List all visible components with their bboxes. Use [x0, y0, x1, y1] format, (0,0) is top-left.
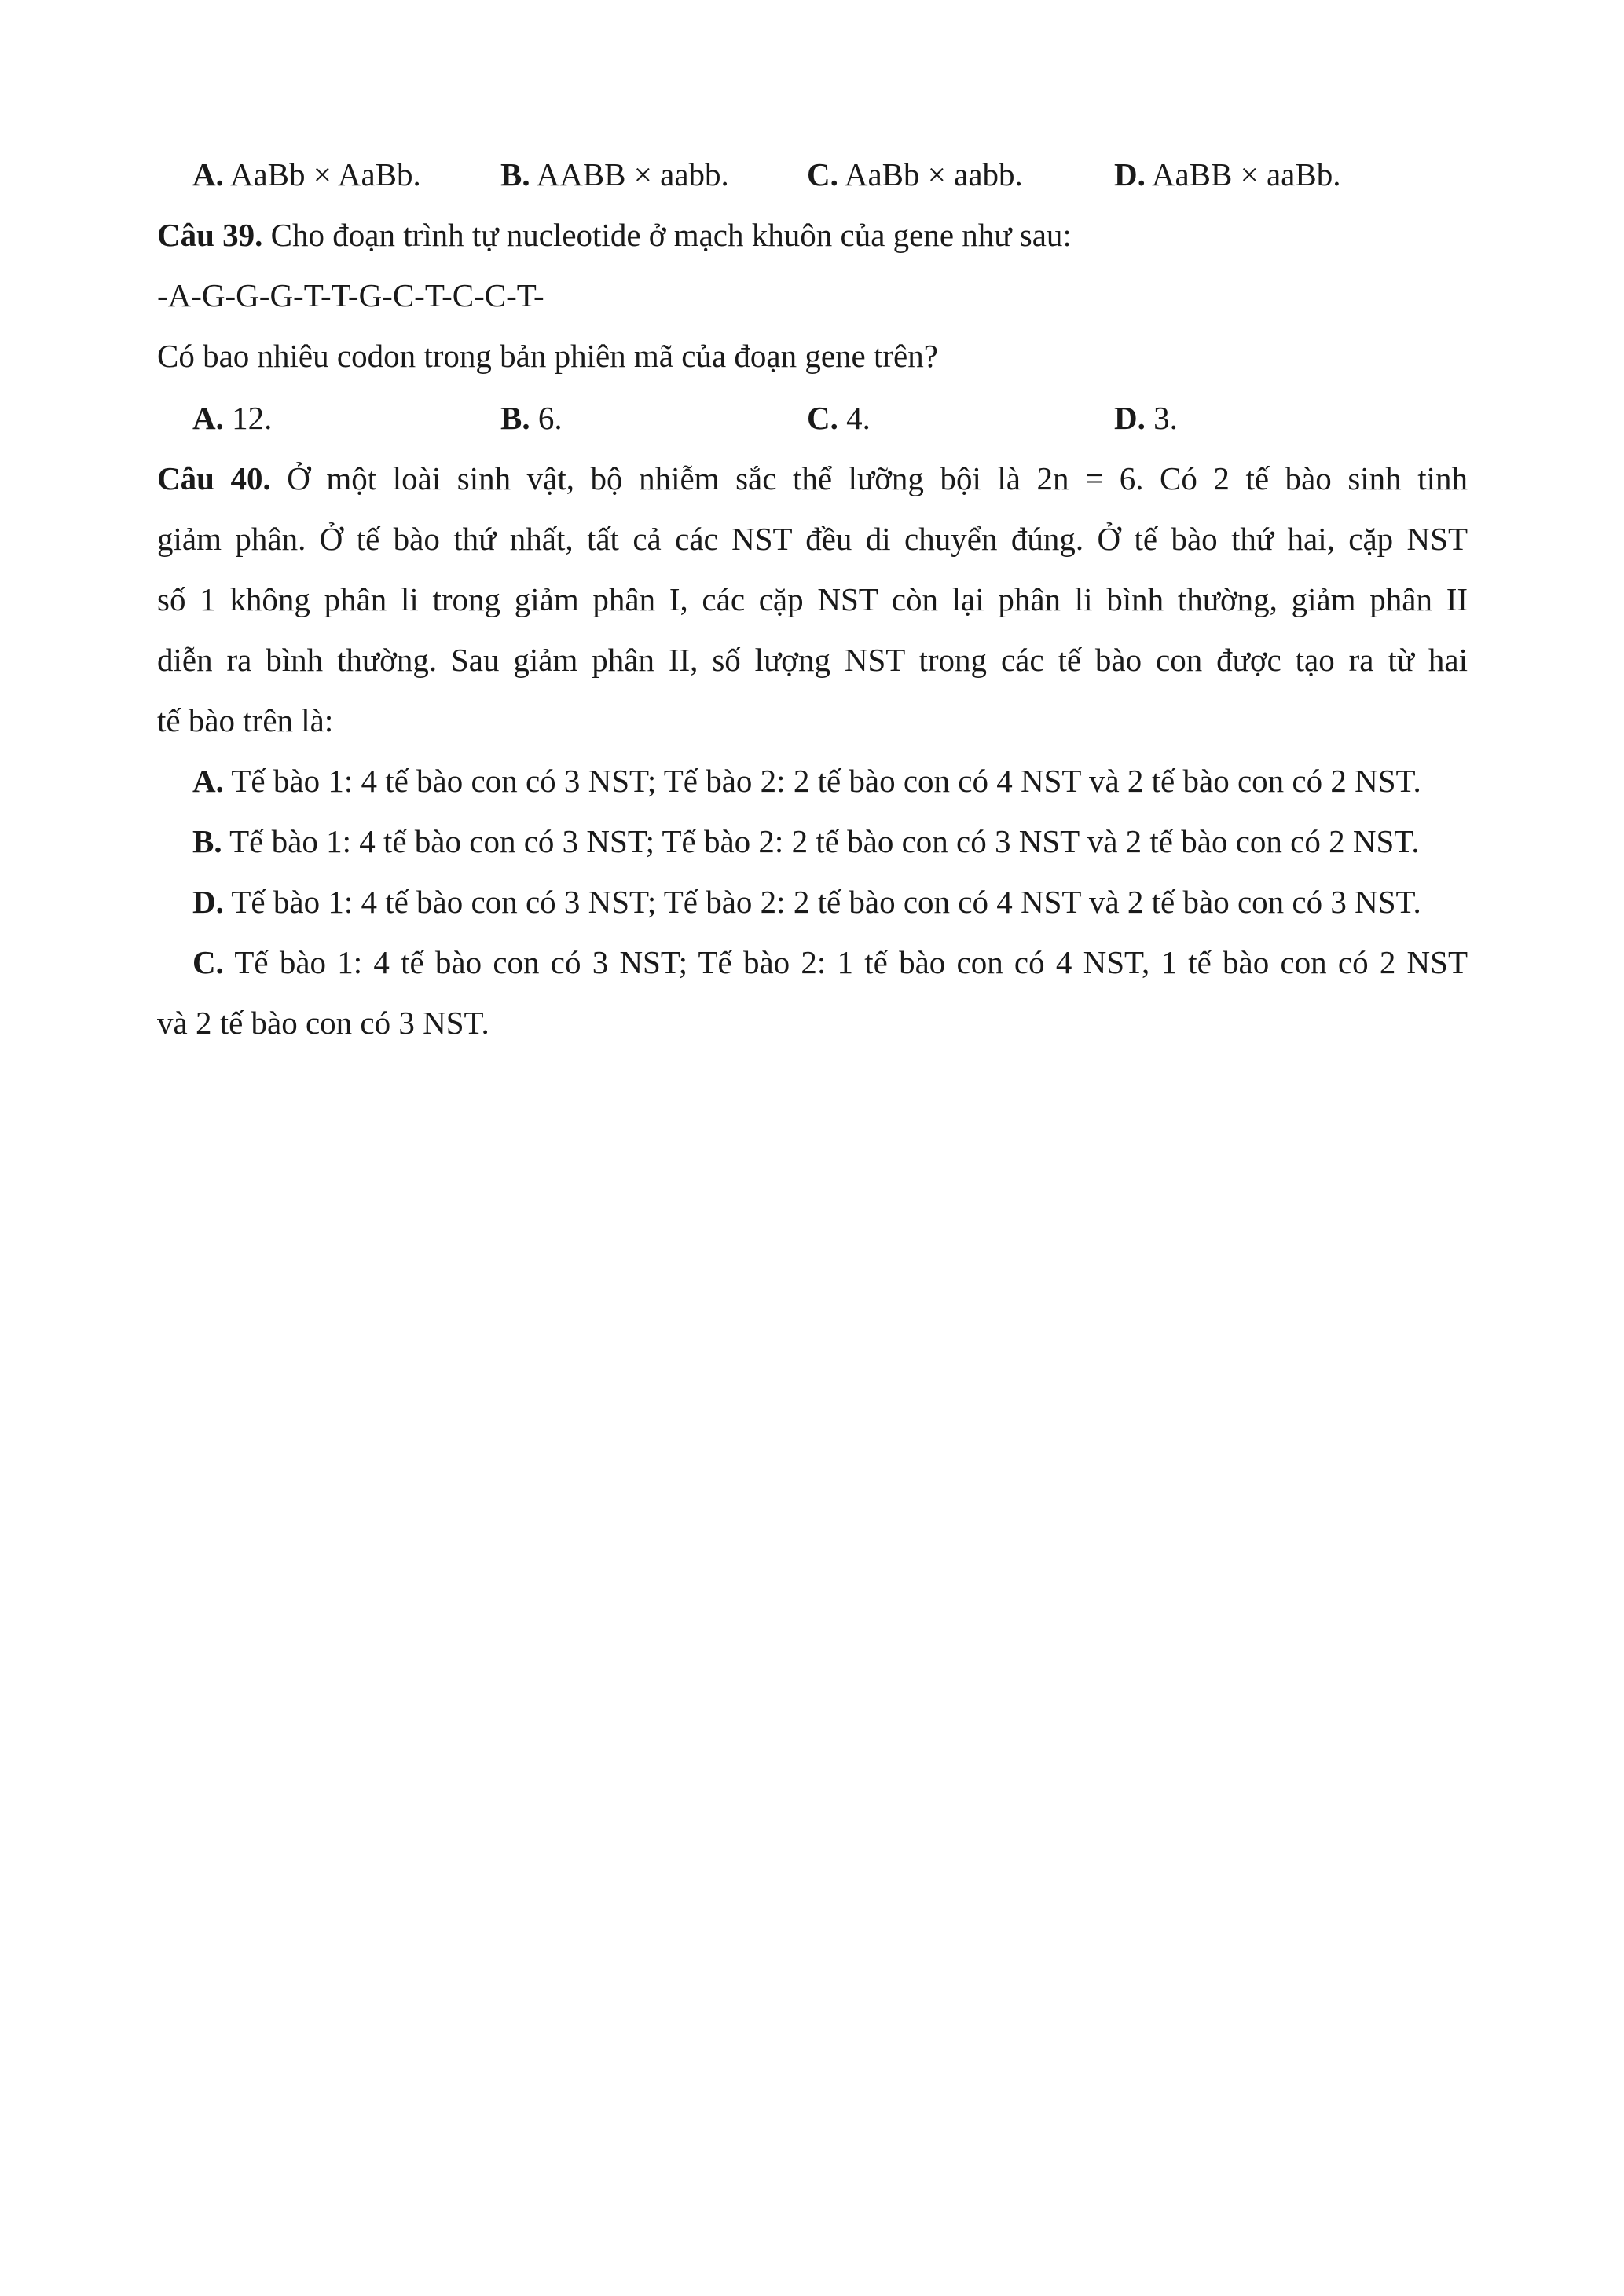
q40-stem-line-3: số 1 không phân li trong giảm phân I, các cặp NST còn lại phân li bình thường, giảm phân II	[157, 581, 1468, 617]
q40-stem-line-4: diễn ra bình thường. Sau giảm phân II, số lượng NST trong các tế bào con được tạo ra từ hai	[157, 642, 1468, 678]
q40-option-d	[192, 881, 1421, 922]
q39-option-a	[192, 397, 272, 438]
q38-option-a	[192, 154, 421, 195]
option-letter: A.	[192, 400, 224, 436]
option-letter: B.	[192, 823, 222, 859]
q39-option-b	[500, 397, 563, 438]
q40-option-b	[192, 821, 1420, 862]
q39-stem	[157, 214, 1072, 255]
option-letter: C.	[807, 156, 838, 192]
question-text: Cho đoạn trình tự nucleotide ở mạch khuôn của gene như sau:	[270, 217, 1072, 253]
question-label: Câu 40.	[157, 460, 271, 496]
q39-sequence: -A-G-G-G-T-T-G-C-T-C-C-T-	[157, 277, 544, 313]
q40-option-c-continuation: và 2 tế bào con có 3 NST.	[157, 1005, 489, 1041]
option-letter: B.	[500, 156, 530, 192]
q38-option-c	[807, 154, 1023, 195]
option-text: 3.	[1153, 400, 1178, 436]
option-text: Tế bào 1: 4 tế bào con có 3 NST; Tế bào 2: 2 tế bào con có 4 NST và 2 tế bào con có 3 NST.	[231, 884, 1421, 920]
q40-stem-line-5: tế bào trên là:	[157, 702, 334, 738]
q39-option-d	[1114, 397, 1178, 438]
q38-option-b	[500, 154, 729, 195]
option-text: Tế bào 1: 4 tế bào con có 3 NST; Tế bào 2: 2 tế bào con có 3 NST và 2 tế bào con có 2 NST.	[229, 823, 1420, 859]
q38-option-d	[1114, 154, 1340, 195]
option-letter: D.	[192, 884, 224, 920]
q40-option-a	[192, 760, 1421, 801]
q39-question: Có bao nhiêu codon trong bản phiên mã của đoạn gene trên?	[157, 338, 938, 374]
option-text: AaBb × AaBb.	[229, 156, 421, 192]
option-text: AaBB × aaBb.	[1151, 156, 1341, 192]
option-letter: A.	[192, 763, 224, 799]
option-text: 6.	[537, 400, 563, 436]
q40-stem-line-1	[157, 458, 1468, 499]
option-letter: D.	[1114, 400, 1146, 436]
option-text: AaBb × aabb.	[844, 156, 1023, 192]
option-text: Tế bào 1: 4 tế bào con có 3 NST; Tế bào 2: 2 tế bào con có 4 NST và 2 tế bào con có 2 NST.	[231, 763, 1421, 799]
option-letter: D.	[1114, 156, 1146, 192]
q39-option-c	[807, 397, 871, 438]
option-text: AABB × aabb.	[536, 156, 729, 192]
option-text: 12.	[232, 400, 273, 436]
option-text: 4.	[846, 400, 871, 436]
option-letter: B.	[500, 400, 530, 436]
q40-option-c	[192, 942, 1468, 983]
question-label: Câu 39.	[157, 217, 263, 253]
option-text: Tế bào 1: 4 tế bào con có 3 NST; Tế bào 2: 1 tế bào con có 4 NST, 1 tế bào con có 2 NST	[234, 944, 1468, 980]
option-letter: C.	[192, 944, 224, 980]
option-letter: C.	[807, 400, 838, 436]
question-text: Ở một loài sinh vật, bộ nhiễm sắc thể lưỡng bội là 2n = 6. Có 2 tế bào sinh tinh	[287, 460, 1468, 496]
q40-stem-line-2: giảm phân. Ở tế bào thứ nhất, tất cả các NST đều di chuyển đúng. Ở tế bào thứ hai, cặp NST	[157, 521, 1468, 557]
option-letter: A.	[192, 156, 224, 192]
